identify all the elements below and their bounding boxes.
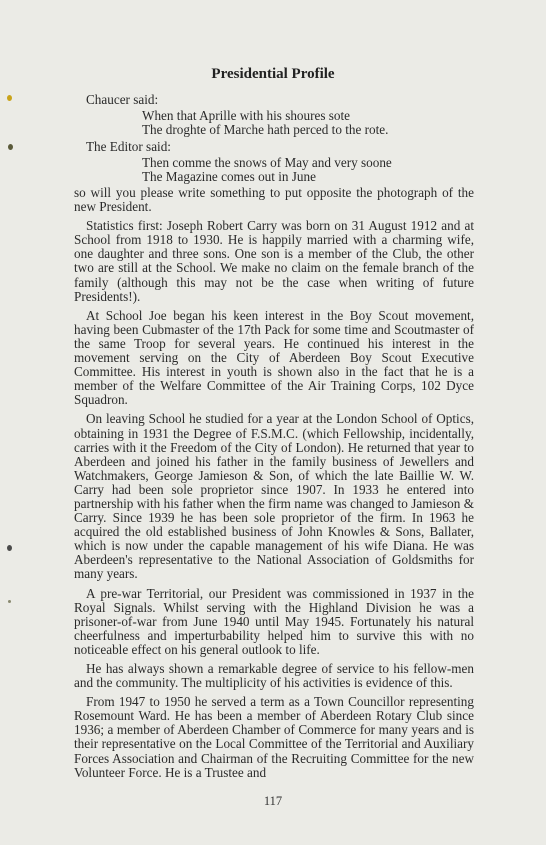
verse-chaucer-line-1: When that Aprille with his shoures sote [142,108,351,123]
verse-chaucer-said: Chaucer said: [86,92,159,107]
margin-mark-faint [8,600,11,603]
verse-chaucer-line-2: The droghte of Marche hath perced to the rote. [142,122,389,137]
paragraph: Statistics first: Joseph Robert Carry was born on 31 August 1912 and at School from 1918 to 1930. He is happily married with a charming wife, one daughter and three sons. One son is a member of the Club, the other two are still at the School. We make no claim on the female branch of the family (although this may not be the case when writing of future Presidents!). [74,218,474,304]
margin-mark-dark [7,545,12,551]
paragraph: At School Joe began his keen interest in the Boy Scout movement, having been Cubmaster of the 17th Pack for some time and Scoutmaster of the same Troop for several years. He continued his interest in the movement serving on the City of Aberdeen Boy Scout Executive Committee. His interest in youth is shown also in the fact that he is a member of the Welfare Committee of the Air Training Corps, 102 Dyce Squadron. [74,307,474,408]
margin-mark-yellow [7,95,12,101]
paragraph: He has always shown a remarkable degree of service to his fellow-men and the community. The multiplicity of his activities is evidence of this. [74,661,474,691]
page-number: 117 [263,794,283,808]
verse-editor-said: The Editor said: [86,139,171,154]
paragraph: From 1947 to 1950 he served a term as a Town Councillor representing Rosemount Ward. He has been a member of Aberdeen Rotary Club since 1936; a member of Aberdeen Chamber of Commerce for many years and is their representative on the Local Committee of the Territorial and Auxiliary Forces Association and Chairman of the Recruiting Committee for the new Volunteer Force. He is a Trustee and [74,694,474,780]
article-body [74,186,474,785]
paragraph: On leaving School he studied for a year at the London School of Optics, obtaining in 1931 the Degree of F.S.M.C. (which Fellowship, incidentally, carries with it the Freedom of the City of London). He returned that year to Aberdeen and joined his father in the family business of Jewellers and Watchmakers, George Jamieson & Son, of which the late Baillie W. W. Carry had been sole proprietor since 1907. In 1933 he entered into partnership with his father when the firm name was changed to Jamieson & Carry. Since 1939 he has been sole proprietor of the firm. In 1963 he acquired the old established business of John Knowles & Sons, Ballater, which is now under the capable management of his wife Diana. He was Aberdeen's representative to the National Association of Goldsmiths for many years. [74,411,474,582]
margin-mark-dark [8,144,13,150]
verse-editor-line-2: The Magazine comes out in June [142,169,316,184]
verse-editor-line-1: Then comme the snows of May and very soone [142,155,392,170]
paragraph: A pre-war Territorial, our President was commissioned in 1937 in the Royal Signals. Whilst serving with the Highland Division he was a prisoner-of-war from June 1940 until May 1945. Fortunately his natural cheerfulness and imperturbability helped him to survive this with no noticeable effect on his general outlook to life. [74,585,474,657]
page-title: Presidential Profile [211,66,335,82]
paragraph: so will you please write something to put opposite the photograph of the new President. [74,185,474,215]
